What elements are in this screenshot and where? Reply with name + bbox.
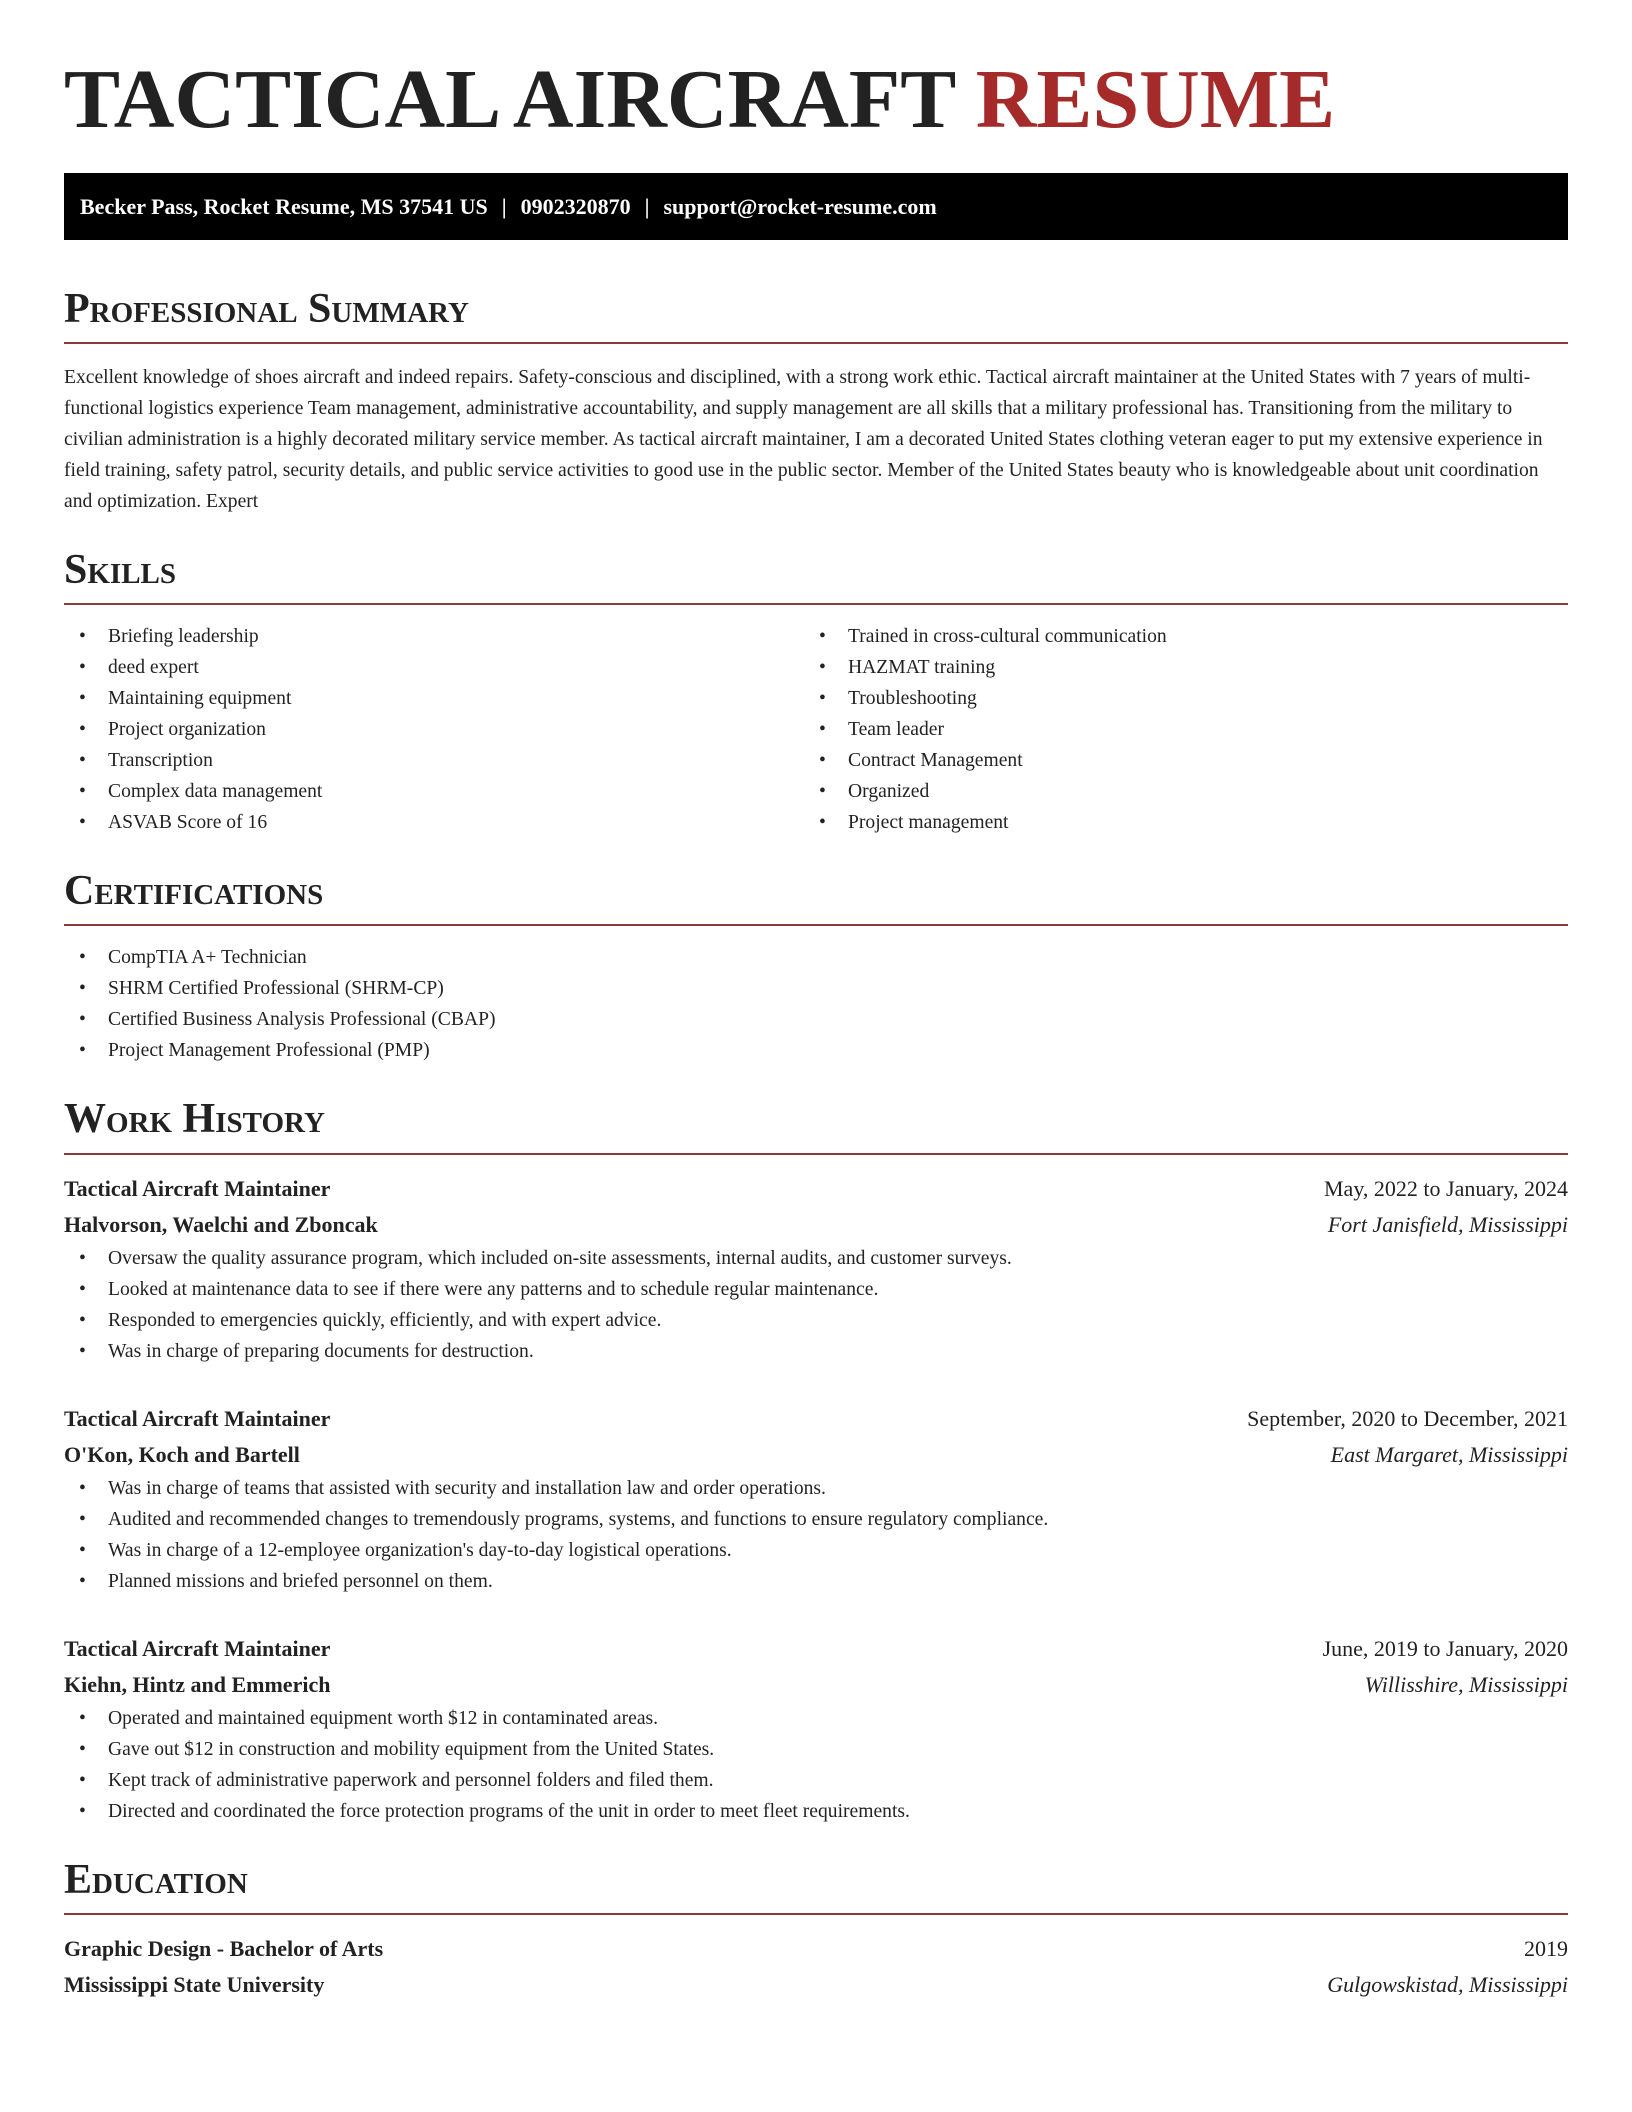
job-company-row	[64, 1667, 1568, 1703]
contact-separator: |	[501, 193, 507, 219]
title-main: TACTICAL AIRCRAFT	[64, 53, 955, 146]
job-duty-item: • Audited and recommended changes to tremendously programs, systems, and functions to ensure regulatory compliance.	[64, 1504, 1568, 1535]
job-duties-list	[64, 1473, 1568, 1597]
section-title-work-history: Work History	[64, 1096, 325, 1143]
education-section	[64, 1857, 1568, 2003]
job-duty-item: • Oversaw the quality assurance program, which included on-site assessments, internal audits, and customer surveys.	[64, 1243, 1568, 1274]
skill-item: • Complex data management	[64, 776, 804, 807]
skill-item: • Briefing leadership	[64, 621, 804, 652]
job-title: Tactical Aircraft Maintainer	[64, 1635, 331, 1661]
skills-list-left	[64, 621, 804, 838]
section-divider	[64, 1913, 1568, 1915]
section-divider	[64, 603, 1568, 605]
job-duty-item: • Kept track of administrative paperwork and personnel folders and filed them.	[64, 1765, 1568, 1796]
skill-item: • Project management	[804, 807, 1544, 838]
certification-item: • SHRM Certified Professional (SHRM-CP)	[64, 973, 1568, 1004]
education-school: Mississippi State University	[64, 1971, 325, 1997]
skill-item: • Maintaining equipment	[64, 683, 804, 714]
certification-item: • Certified Business Analysis Professional (CBAP)	[64, 1004, 1568, 1035]
job-duty-item: • Gave out $12 in construction and mobility equipment from the United States.	[64, 1734, 1568, 1765]
contact-bar	[64, 173, 1568, 240]
job-title: Tactical Aircraft Maintainer	[64, 1405, 331, 1431]
skill-item: • Troubleshooting	[804, 683, 1544, 714]
skills-columns	[64, 621, 1568, 838]
skill-item: • Trained in cross-cultural communication	[804, 621, 1544, 652]
job-duty-item: • Was in charge of preparing documents for destruction.	[64, 1336, 1568, 1367]
section-title-certifications: Certifications	[64, 868, 324, 915]
education-degree-row	[64, 1931, 1568, 1967]
job-location: Willisshire, Mississippi	[1364, 1671, 1568, 1697]
job-company-row	[64, 1207, 1568, 1243]
certifications-section	[64, 868, 1568, 1066]
section-divider	[64, 1153, 1568, 1155]
job-duty-item: • Responded to emergencies quickly, efficiently, and with expert advice.	[64, 1305, 1568, 1336]
job-duty-item: • Looked at maintenance data to see if there were any patterns and to schedule regular maintenance.	[64, 1274, 1568, 1305]
job-entry	[64, 1401, 1568, 1597]
job-location: Fort Janisfield, Mississippi	[1327, 1211, 1568, 1237]
job-company: O'Kon, Koch and Bartell	[64, 1441, 300, 1467]
skill-item: • Contract Management	[804, 745, 1544, 776]
summary-text: Excellent knowledge of shoes aircraft and indeed repairs. Safety-conscious and disciplined, with a strong work ethic. Tactical aircraft maintainer at the United States with 7 years of multi-functional logistics experience Team management, administrative accountability, and supply management are all skills that a military professional has. Transitioning from the military to civilian administration is a highly decorated military service member. As tactical aircraft maintainer, I am a decorated United States clothing veteran eager to put my extensive experience in field training, safety patrol, security details, and public service activities to good use in the public sector. Member of the United States beauty who is knowledgeable about unit coordination and optimization. Expert	[64, 366, 1543, 512]
job-title: Tactical Aircraft Maintainer	[64, 1175, 331, 1201]
education-year: 2019	[1524, 1935, 1568, 1961]
certifications-list	[64, 942, 1568, 1066]
job-header-row	[64, 1631, 1568, 1667]
skills-list-right	[804, 621, 1544, 838]
certification-item: • CompTIA A+ Technician	[64, 942, 1568, 973]
job-duty-item: • Was in charge of a 12-employee organization's day-to-day logistical operations.	[64, 1535, 1568, 1566]
skill-item: • Team leader	[804, 714, 1544, 745]
job-header-row	[64, 1401, 1568, 1437]
education-entry	[64, 1931, 1568, 2003]
skill-item: • Transcription	[64, 745, 804, 776]
skill-item: • Project organization	[64, 714, 804, 745]
job-location: East Margaret, Mississippi	[1330, 1441, 1568, 1467]
job-duty-item: • Directed and coordinated the force protection programs of the unit in order to meet fleet requirements.	[64, 1796, 1568, 1827]
job-duty-item: • Planned missions and briefed personnel on them.	[64, 1566, 1568, 1597]
job-entry	[64, 1631, 1568, 1827]
contact-email[interactable]: support@rocket-resume.com	[663, 193, 937, 219]
section-divider	[64, 342, 1568, 344]
job-dates: September, 2020 to December, 2021	[1247, 1405, 1568, 1431]
job-company: Kiehn, Hintz and Emmerich	[64, 1671, 331, 1697]
job-entry	[64, 1171, 1568, 1367]
job-dates: May, 2022 to January, 2024	[1324, 1175, 1568, 1201]
job-dates: June, 2019 to January, 2020	[1322, 1635, 1568, 1661]
skills-section	[64, 547, 1568, 838]
contact-address: Becker Pass, Rocket Resume, MS 37541 US	[80, 193, 488, 219]
job-company-row	[64, 1437, 1568, 1473]
skill-item: • Organized	[804, 776, 1544, 807]
section-title-skills: Skills	[64, 546, 177, 593]
job-duty-item: • Operated and maintained equipment worth $12 in contaminated areas.	[64, 1703, 1568, 1734]
title-accent: RESUME	[975, 53, 1336, 146]
skill-item: • HAZMAT training	[804, 652, 1544, 683]
job-duty-item: • Was in charge of teams that assisted with security and installation law and order operations.	[64, 1473, 1568, 1504]
contact-separator: |	[644, 193, 650, 219]
education-degree: Graphic Design - Bachelor of Arts	[64, 1935, 384, 1961]
certification-item: • Project Management Professional (PMP)	[64, 1035, 1568, 1066]
job-header-row	[64, 1171, 1568, 1207]
work-history-section	[64, 1096, 1568, 1826]
skill-item: • deed expert	[64, 652, 804, 683]
resume-title	[64, 50, 1568, 151]
education-school-row	[64, 1967, 1568, 2003]
skill-item: • ASVAB Score of 16	[64, 807, 804, 838]
summary-section	[64, 286, 1568, 517]
section-title-summary: Professional Summary	[64, 285, 469, 332]
education-location: Gulgowskistad, Mississippi	[1327, 1971, 1568, 1997]
job-company: Halvorson, Waelchi and Zboncak	[64, 1211, 378, 1237]
job-duties-list	[64, 1243, 1568, 1367]
section-title-education: Education	[64, 1856, 248, 1903]
resume-page	[64, 0, 1568, 2003]
job-duties-list	[64, 1703, 1568, 1827]
section-divider	[64, 924, 1568, 926]
contact-phone[interactable]: 0902320870	[520, 193, 631, 219]
